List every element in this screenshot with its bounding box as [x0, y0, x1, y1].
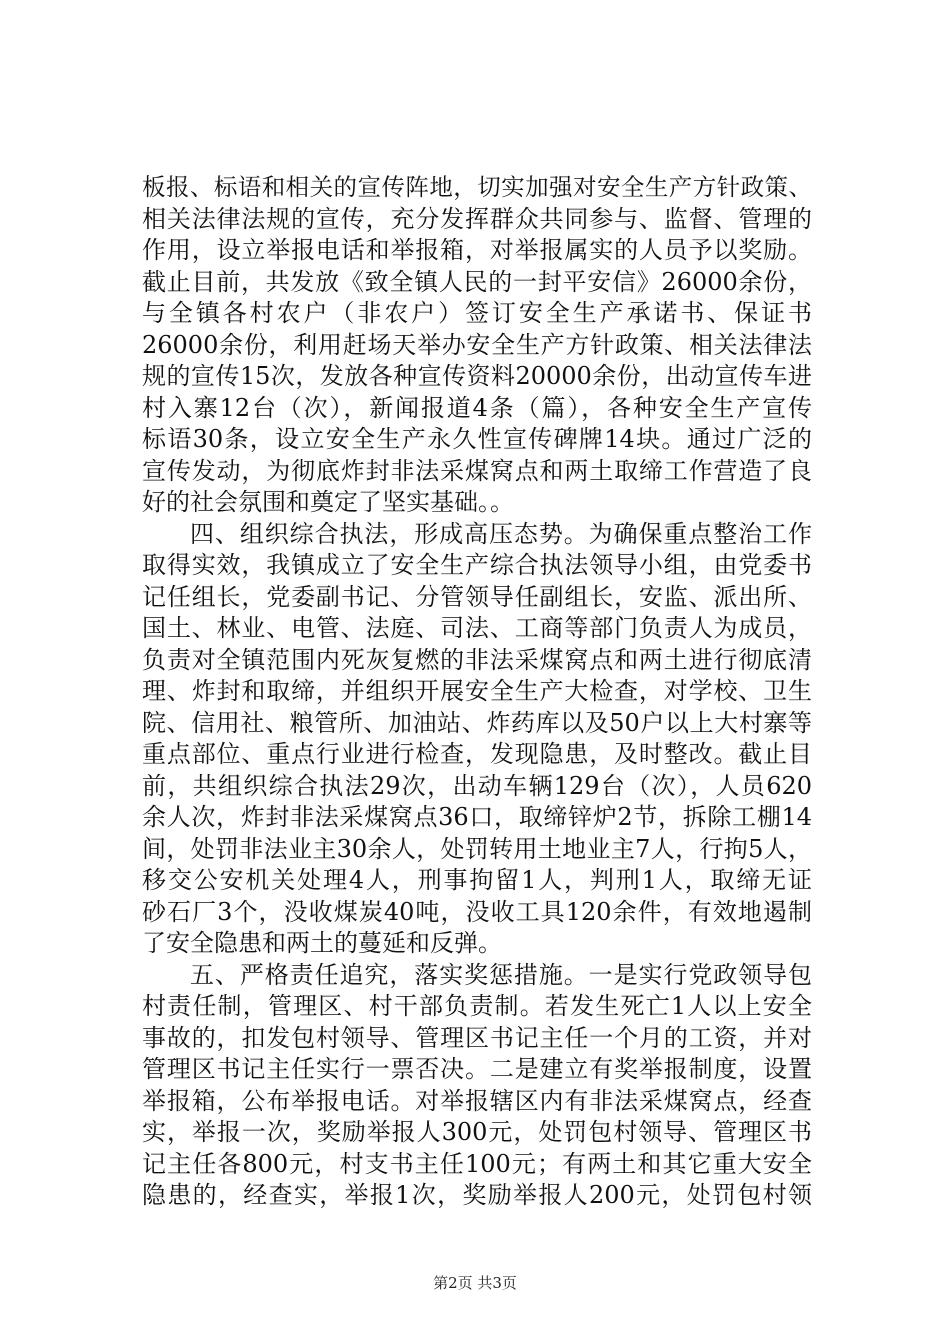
text-line: 院、信用社、粮管所、加油站、炸药库以及50户以上大村寨等: [142, 708, 812, 737]
text-line: 村责任制，管理区、村干部负责制。若发生死亡1人以上安全: [142, 992, 812, 1020]
text-line: 实，举报一次，奖励举报人300元，处罚包村领导、管理区书: [142, 1118, 812, 1146]
text-line: 记任组长，党委副书记、分管领导任副组长，安监、派出所、: [142, 582, 812, 611]
text-line: 举报箱，公布举报电话。对举报辖区内有非法采煤窝点，经查: [142, 1086, 812, 1115]
text-line: 移交公安机关处理4人，刑事拘留1人，判刑1人，取缔无证: [142, 866, 812, 894]
text-line: 重点部位、重点行业进行检查，发现隐患，及时整改。截止目: [142, 740, 812, 768]
body-text: [142, 172, 812, 1212]
text-line: 国土、林业、电管、法庭、司法、工商等部门负责人为成员，: [142, 614, 812, 642]
text-line: 作用，设立举报电话和举报箱，对举报属实的人员予以奖励。: [142, 236, 812, 264]
text-line: 间，处罚非法业主30余人，处罚转用土地业主7人，行拘5人，: [142, 834, 812, 863]
text-line: 好的社会氛围和奠定了坚实基础。。: [142, 488, 514, 516]
text-line: 26000余份，利用赶场天举办安全生产方针政策、相关法律法: [142, 330, 812, 359]
text-line: 相关法律法规的宣传，充分发挥群众共同参与、监督、管理的: [142, 204, 812, 233]
text-line: 砂石厂3个，没收煤炭40吨，没收工具120余件，有效地遏制: [142, 897, 812, 926]
text-line: 取得实效，我镇成立了安全生产综合执法领导小组，由党委书: [142, 551, 812, 579]
text-line: 板报、标语和相关的宣传阵地，切实加强对安全生产方针政策、: [142, 173, 812, 201]
text-line: 理、炸封和取缔，并组织开展安全生产大检查，对学校、卫生: [142, 677, 812, 705]
text-line: 与全镇各村农户（非农户）签订安全生产承诺书、保证书: [142, 299, 812, 327]
text-line: 了安全隐患和两土的蔓延和反弹。: [142, 929, 502, 957]
text-line: 事故的，扣发包村领导、管理区书记主任一个月的工资，并对: [142, 1023, 812, 1052]
text-line: 标语30条，设立安全生产永久性宣传碑牌14块。通过广泛的: [142, 425, 812, 453]
text-line: 截止目前，共发放《致全镇人民的一封平安信》26000余份，: [142, 267, 812, 296]
text-line: 负责对全镇范围内死灰复燃的非法采煤窝点和两土进行彻底清: [142, 645, 812, 674]
text-line: 四、组织综合执法，形成高压态势。为确保重点整治工作: [190, 519, 812, 548]
text-line: 村入寨12台（次），新闻报道4条（篇），各种安全生产宣传: [142, 393, 812, 422]
text-line: 记主任各800元，村支书主任100元；有两土和其它重大安全: [142, 1149, 812, 1178]
text-line: 余人次，炸封非法采煤窝点36口，取缔锌炉2节，拆除工棚14: [142, 803, 812, 831]
page-footer: 第2页 共3页: [433, 1274, 517, 1292]
text-line: 五、严格责任追究，落实奖惩措施。一是实行党政领导包: [190, 960, 812, 989]
text-line: 管理区书记主任实行一票否决。二是建立有奖举报制度，设置: [142, 1055, 812, 1083]
text-line: 前，共组织综合执法29次，出动车辆129台（次），人员620: [142, 771, 812, 800]
text-line: 隐患的，经查实，举报1次，奖励举报人200元，处罚包村领: [142, 1181, 812, 1209]
text-line: 规的宣传15次，发放各种宣传资料20000余份，出动宣传车进: [142, 362, 812, 390]
text-line: 宣传发动，为彻底炸封非法采煤窝点和两土取缔工作营造了良: [142, 456, 812, 485]
